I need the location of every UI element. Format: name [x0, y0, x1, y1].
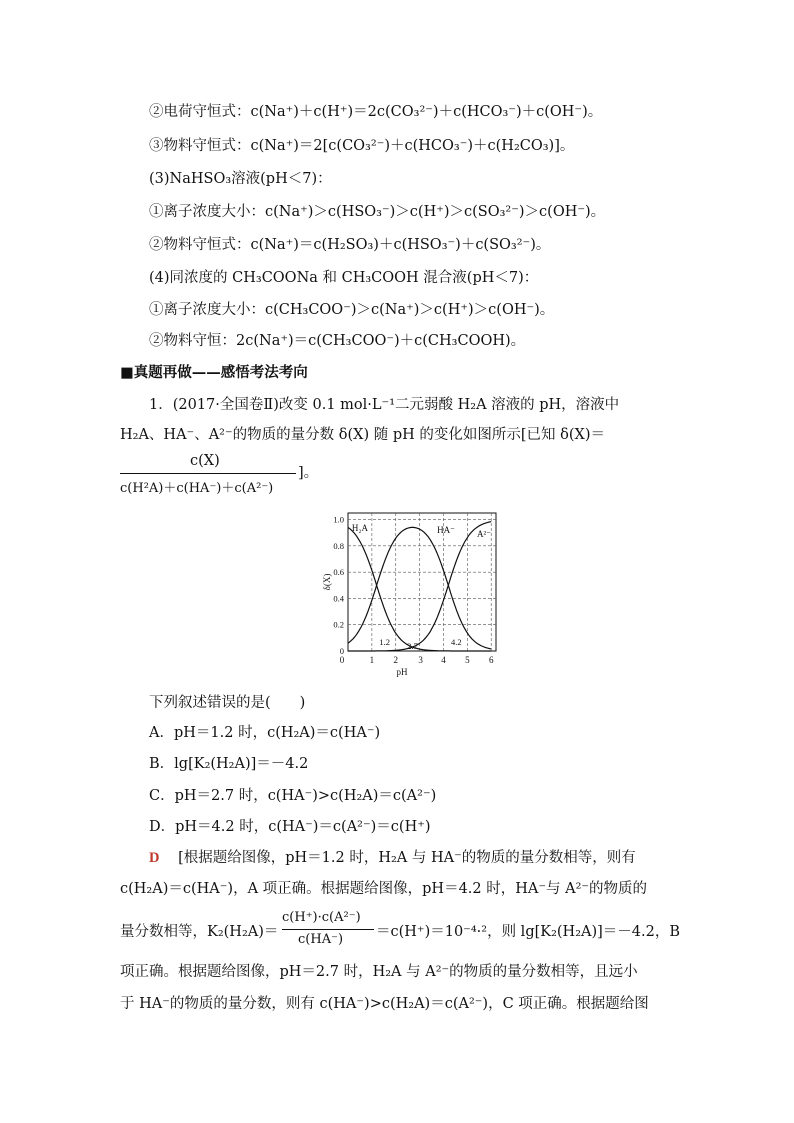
- option-d: D．pH＝4.2 时，c(HA⁻)＝c(A²⁻)＝c(H⁺): [149, 819, 431, 835]
- explanation-line-4: 项正确。根据题给图像，pH＝2.7 时，H₂A 与 A²⁻的物质的量分数相等，且远小: [120, 964, 638, 980]
- plot-frame: [348, 513, 496, 651]
- option-a: A．pH＝1.2 时，c(H₂A)＝c(HA⁻): [149, 725, 381, 741]
- series-line-a2: [348, 522, 491, 651]
- explanation-line-3a: 量分数相等，K₂(H₂A)＝: [120, 924, 279, 940]
- fraction-tail: ]。: [298, 465, 319, 481]
- charge-balance: ②电荷守恒式：c(Na⁺)＋c(H⁺)＝2c(CO₃²⁻)＋c(HCO₃⁻)＋c(OH⁻)。: [149, 104, 603, 120]
- y-tick-label: 1.0: [333, 514, 344, 525]
- answer-letter: D: [149, 850, 160, 866]
- explanation-line-2: c(H₂A)＝c(HA⁻)，A 项正确。根据题给图像，pH＝4.2 时，HA⁻与 A²⁻的物质的: [120, 881, 648, 897]
- annotation-ph27: 2.7: [407, 641, 418, 651]
- annotation-pka2: 4.2: [450, 637, 462, 647]
- x-tick-label: 4: [441, 655, 446, 665]
- explanation-line-3b: ＝c(H⁺)＝10⁻⁴·²，则 lg[K₂(H₂A)]＝－4.2，B: [376, 924, 681, 940]
- x-tick-label: 2: [393, 655, 398, 665]
- x-axis-label: pH: [396, 667, 408, 677]
- option-b: B．lg[K₂(H₂A)]＝－4.2: [149, 756, 309, 772]
- question-prompt: 下列叙述错误的是( ): [149, 695, 306, 711]
- x-tick-label: 1: [369, 655, 375, 665]
- subheading-mixture: (4)同浓度的 CH₃COONa 和 CH₃COOH 混合液(pH＜7)：: [149, 270, 539, 286]
- y-tick-label: 0.2: [333, 619, 344, 630]
- option-c: C．pH＝2.7 时，c(HA⁻)>c(H₂A)＝c(A²⁻): [149, 788, 437, 804]
- explanation-line-1: D [根据题给图像，pH＝1.2 时，H₂A 与 HA⁻的物质的量分数相等，则有: [149, 850, 636, 866]
- k2-numerator: c(H⁺)·c(A²⁻): [282, 910, 361, 925]
- y-tick-label: 0: [339, 646, 344, 656]
- k2-denominator: c(HA⁻): [298, 932, 344, 947]
- section-heading: ■真题再做——感悟考法考向: [120, 364, 308, 381]
- ion-order-mixture: ①离子浓度大小：c(CH₃COO⁻)＞c(Na⁺)＞c(H⁺)＞c(OH⁻)。: [149, 302, 555, 318]
- material-balance: ③物料守恒式：c(Na⁺)＝2[c(CO₃²⁻)＋c(HCO₃⁻)＋c(H₂CO₃)]。: [149, 138, 575, 154]
- y-tick-label: 0.8: [333, 540, 344, 551]
- k2-fraction-bar: [282, 929, 374, 930]
- y-tick-label: 0.6: [333, 567, 344, 578]
- subheading-nahso3: (3)NaHSO₃溶液(pH＜7)：: [149, 171, 332, 187]
- fraction-numerator: c(X): [190, 453, 220, 469]
- explanation-line-5: 于 HA⁻的物质的量分数，则有 c(HA⁻)>c(H₂A)＝c(A²⁻)，C 项正确。根据题给图: [120, 996, 649, 1012]
- x-tick-label: 3: [418, 655, 423, 665]
- y-axis-label: δ(X): [322, 573, 332, 591]
- y-tick-label: 0.4: [333, 593, 344, 604]
- origin-label: 0: [339, 655, 345, 665]
- ion-order-nahso3: ①离子浓度大小：c(Na⁺)＞c(HSO₃⁻)＞c(H⁺)＞c(SO₃²⁻)＞c(OH⁻)。: [149, 204, 606, 220]
- series-label-ha: HA⁻: [437, 525, 455, 535]
- material-balance-nahso3: ②物料守恒式：c(Na⁺)＝c(H₂SO₃)＋c(HSO₃⁻)＋c(SO₃²⁻)。: [149, 237, 551, 253]
- x-tick-label: 5: [465, 655, 470, 665]
- question-text: 1．(2017·全国卷Ⅱ)改变 0.1 mol·L⁻¹二元弱酸 H₂A 溶液的 pH，溶液中: [149, 397, 620, 413]
- delta-ph-chart: [320, 505, 510, 677]
- x-tick-label: 6: [488, 655, 494, 665]
- annotation-pka1: 1.2: [379, 637, 390, 647]
- material-balance-mixture: ②物料守恒：2c(Na⁺)＝c(CH₃COO⁻)＋c(CH₃COOH)。: [149, 333, 526, 349]
- fraction-bar: [120, 473, 296, 474]
- series-label-h2a: H₂A: [351, 523, 369, 533]
- fraction-denominator: c(H²A)＋c(HA⁻)＋c(A²⁻): [120, 481, 274, 496]
- question-text-cont: H₂A、HA⁻、A²⁻的物质的量分数 δ(X) 随 pH 的变化如图所示[已知 δ(X)＝: [120, 427, 605, 443]
- series-label-a2: A²⁻: [477, 529, 491, 539]
